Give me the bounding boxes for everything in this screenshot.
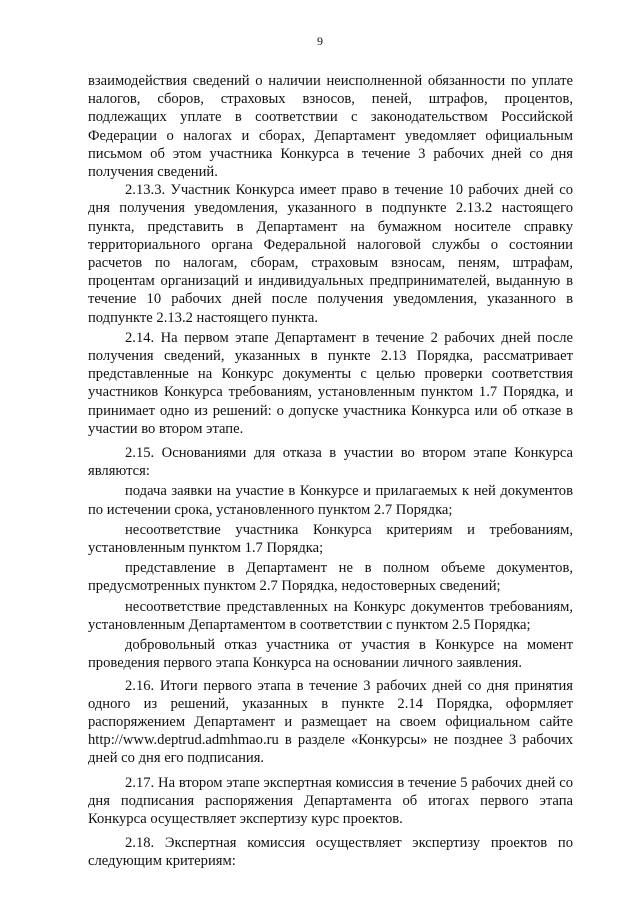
list-item-incomplete-documents: представление в Департамент не в полном объеме документов, предусмотренных пунктом 2.7 Порядка, недостоверных сведений; [88,560,573,595]
paragraph-2-16: 2.16. Итоги первого этапа в течение 3 рабочих дней со дня принятия одного из решений, указанных в пункте 2.14 Порядка, оформляет распоряжением Департамент и размещает на своем официальном сайте http://www.deptrud.admhmao.ru в разделе «Конкурсы» не позднее 3 рабочих дней со дня его подписания. [88,677,573,767]
paragraph-continuation: взаимодействия сведений о наличии неисполненной обязанности по уплате налогов, сборов, страховых взносов, пеней, штрафов, процентов, подлежащих уплате в соответствии с законодательством Российской Федерации о налогах и сборах, Департамент уведомляет официальным письмом об этом участника Конкурса в течение 3 рабочих дней со дня получения сведений. [88,73,573,181]
paragraph-2-13-3: 2.13.3. Участник Конкурса имеет право в течение 10 рабочих дней со дня получения уведомления, указанного в подпункте 2.13.2 настоящего пункта, представить в Департамент на бумажном носителе справку территориального органа Федеральной налоговой службы о состоянии расчетов по налогам, сборам, страховым взносам, пеням, штрафам, процентам организаций и индивидуальных предпринимателей, выданную в течение 10 рабочих дней после получения уведомления, указанного в подпункте 2.13.2 настоящего пункта. [88,182,573,326]
paragraph-2-18: 2.18. Экспертная комиссия осуществляет экспертизу проектов по следующим критериям: [88,835,573,870]
paragraph-2-17: 2.17. На втором этапе экспертная комиссия в течение 5 рабочих дней со дня подписания распоряжения Департамента об итогах первого этапа Конкурса осуществляет экспертизу курс проектов. [88,774,573,827]
list-item-voluntary-refusal: добровольный отказ участника от участия в Конкурсе на момент проведения первого этапа Конкурса на основании личного заявления. [88,637,573,672]
paragraph-2-14: 2.14. На первом этапе Департамент в течение 2 рабочих дней после получения сведений, указанных в пункте 2.13 Порядка, рассматривает представленные на Конкурс документы с целью проверки соответствия участников Конкурса требованиям, установленным пунктом 1.7 Порядка, и принимает одно из решений: о допуске участника Конкурса или об отказе в участии во втором этапе. [88,329,573,437]
document-body [88,72,573,871]
page-number: 9 [317,34,323,48]
list-item-late-application: подача заявки на участие в Конкурсе и прилагаемых к ней документов по истечении срока, установленного пунктом 2.7 Порядка; [88,483,573,518]
list-item-criteria-mismatch: несоответствие участника Конкурса критериям и требованиям, установленным пунктом 1.7 Порядка; [88,521,573,557]
list-item-documents-mismatch: несоответствие представленных на Конкурс документов требованиям, установленным Департаментом в соответствии с пунктом 2.5 Порядка; [88,598,573,633]
paragraph-2-15: 2.15. Основаниями для отказа в участии во втором этапе Конкурса являются: [88,445,573,480]
